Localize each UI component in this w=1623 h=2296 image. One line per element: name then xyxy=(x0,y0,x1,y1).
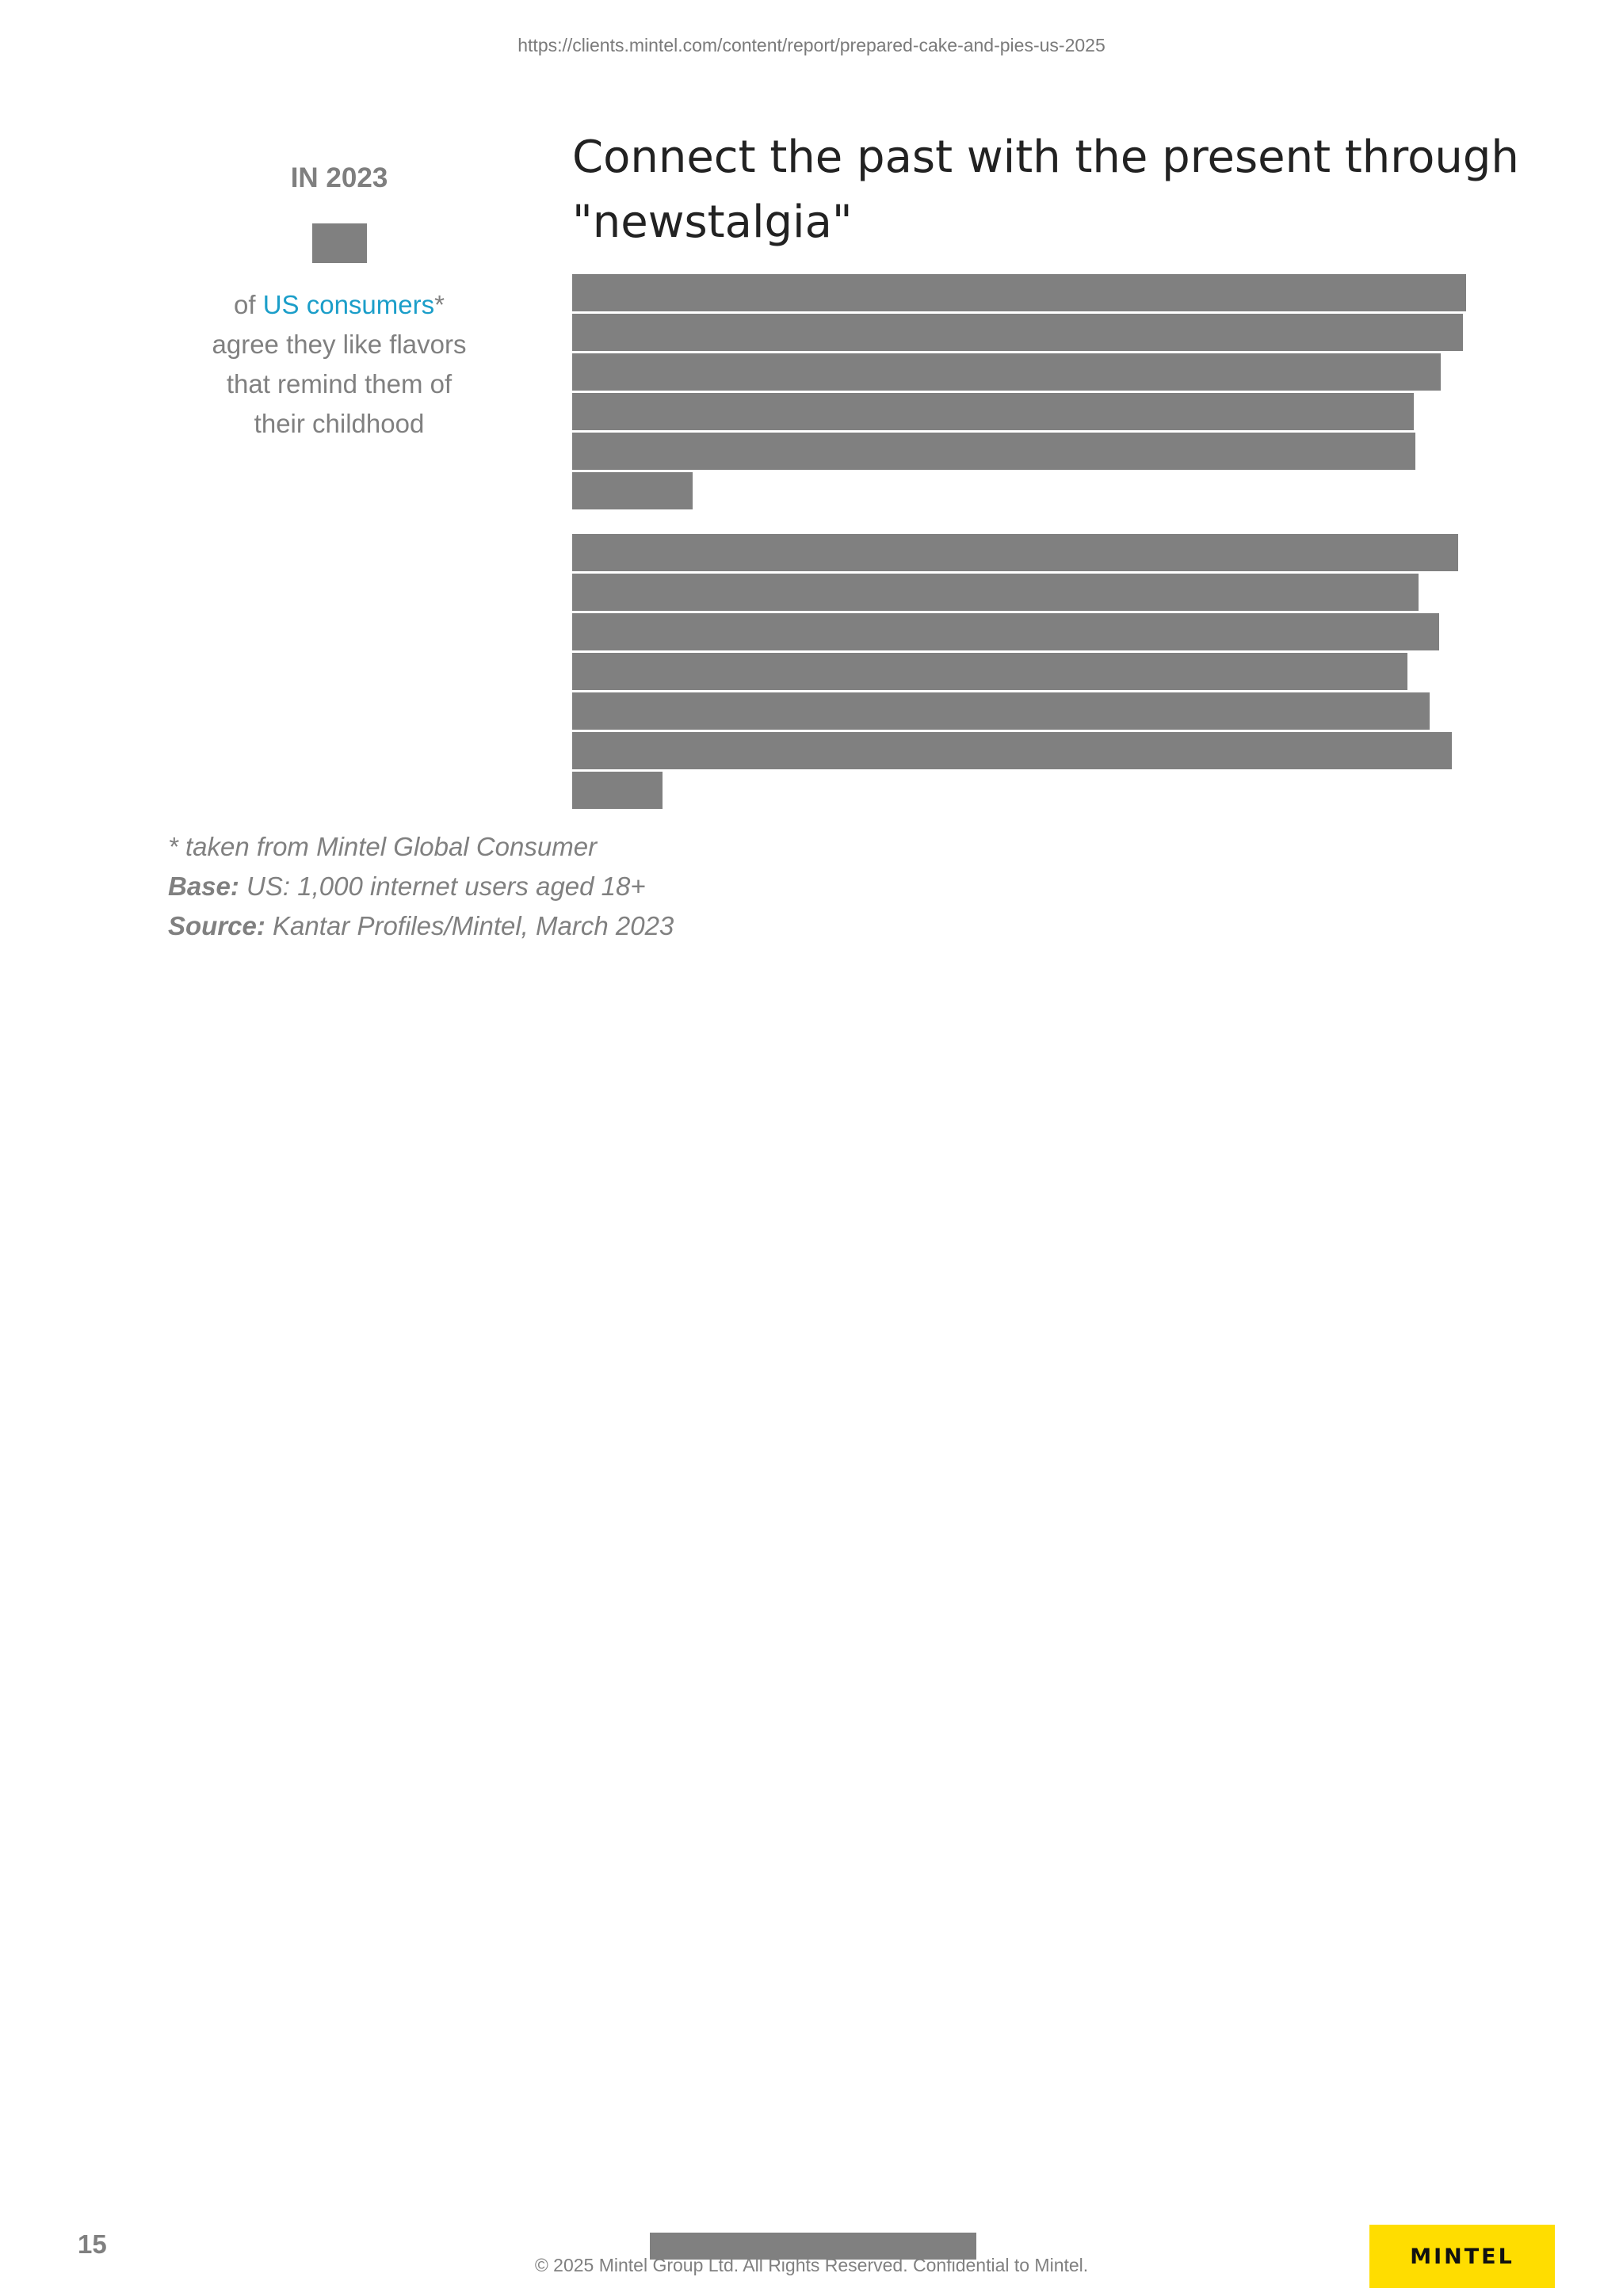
stat-year-label: IN 2023 xyxy=(290,162,388,193)
logo-text: MINTEL xyxy=(1410,2244,1514,2269)
stat-text-line-1: of US consumers* xyxy=(234,290,445,319)
redacted-line xyxy=(572,613,1439,650)
page-title: Connect the past with the present through "newstalgia" xyxy=(572,132,1519,248)
redacted-line xyxy=(572,393,1414,430)
stat-text-line-4: their childhood xyxy=(254,409,425,438)
redacted-line xyxy=(572,274,1466,311)
copyright-notice: © 2025 Mintel Group Ltd. All Rights Reserved. Confidential to Mintel. xyxy=(534,2255,1089,2275)
stat-description xyxy=(170,285,509,444)
redacted-line xyxy=(572,534,1458,571)
redacted-line xyxy=(572,353,1441,391)
redacted-line xyxy=(572,314,1463,351)
redacted-line xyxy=(572,472,693,509)
footnote-source: Source: Kantar Profiles/Mintel, March 2023 xyxy=(168,911,674,940)
report-url: https://clients.mintel.com/content/report/prepared-cake-and-pies-us-2025 xyxy=(517,35,1106,55)
footnote-base: Base: US: 1,000 internet users aged 18+ xyxy=(168,871,646,901)
footnotes xyxy=(168,827,674,946)
stat-value-redacted xyxy=(312,223,367,263)
stat-text-line-3: that remind them of xyxy=(226,369,453,399)
redacted-paragraph-2 xyxy=(572,534,1458,811)
redacted-paragraph-1 xyxy=(572,274,1466,512)
redacted-line xyxy=(572,653,1407,690)
stat-text-line-2: agree they like flavors xyxy=(212,330,467,359)
redacted-line xyxy=(572,772,663,809)
page-number: 15 xyxy=(78,2229,107,2259)
redacted-line xyxy=(572,692,1430,730)
redacted-line xyxy=(572,574,1419,611)
footnote-note: * taken from Mintel Global Consumer xyxy=(168,832,598,861)
mintel-logo xyxy=(1369,2225,1555,2288)
redacted-line xyxy=(572,433,1415,470)
us-consumers-link[interactable]: US consumers xyxy=(262,290,435,319)
redacted-line xyxy=(572,732,1452,769)
stat-callout xyxy=(170,158,509,444)
